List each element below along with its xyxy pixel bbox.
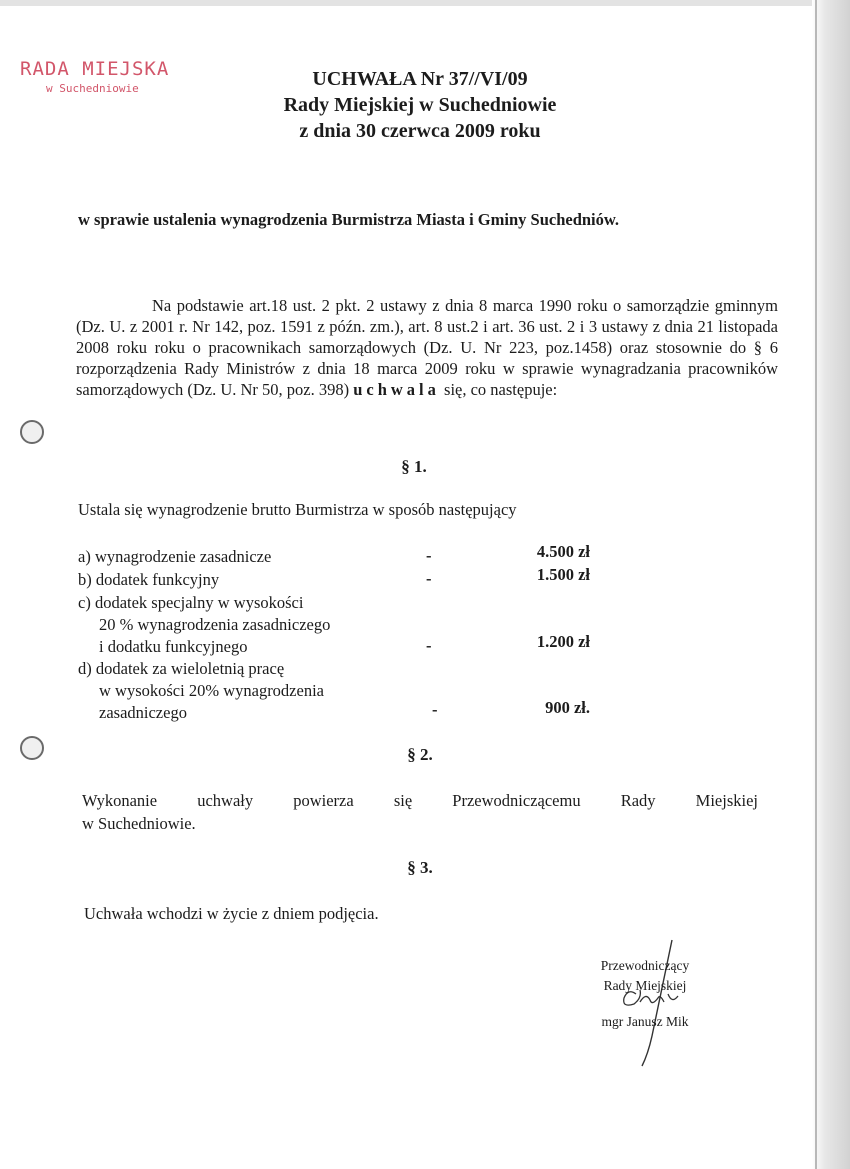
pay-item-c (78, 592, 618, 658)
preamble-text-end: się, co następuje: (444, 380, 558, 399)
pay-item-a-label (78, 546, 271, 568)
resolution-subject: w sprawie ustalenia wynagrodzenia Burmistrza Miasta i Gminy Suchedniów. (78, 210, 620, 229)
section-1-heading: § 1. (401, 457, 427, 476)
signature-spacer (580, 996, 710, 1012)
pay-item-d-amount: 900 zł. (545, 698, 590, 717)
resolution-title: UCHWAŁA Nr 37//VI/09 (312, 68, 528, 90)
section-2-heading: § 2. (407, 745, 433, 764)
pay-item-c-amount: 1.200 zł (536, 632, 590, 651)
punch-hole-top (20, 420, 44, 444)
pay-item-a-line-1: a) wynagrodzenie zasadnicze (78, 547, 272, 566)
resolution-date: z dnia 30 czerwca 2009 roku (299, 120, 541, 142)
scan-edge-shadow (812, 0, 850, 1169)
pay-item-c-dash: - (426, 636, 432, 655)
pay-item-c-line-3: i dodatku funkcyjnego (99, 637, 248, 656)
pay-item-b (78, 565, 618, 591)
pay-item-d-dash: - (432, 700, 438, 719)
pay-item-d (78, 658, 618, 724)
preamble-keyword: uchwala (353, 380, 440, 399)
punch-hole-bottom (20, 736, 44, 760)
signature-block (580, 956, 710, 1032)
pay-item-d-line-2: w wysokości 20% wynagrodzenia (99, 681, 324, 700)
scan-top-band (0, 0, 850, 6)
preamble-text: Na podstawie art.18 ust. 2 pkt. 2 ustawy z dnia 8 marca 1990 roku o samorządzie gminnym (Dz. U. z 2001 r. Nr 142, poz. 1591 z późn. zm.), art. 8 ust.2 i art. 36 ust. 2 i 3 ustawy z dnia 21 listopada 2008 roku roku o pracownikach samorządowych (Dz. U. Nr 223, poz.1458) oraz stosownie do § 6 rozporządzenia Rady Ministrów z dnia 18 marca 2009 roku w sprawie wynagradzania pracowników samorządowych (Dz. U. Nr 50, poz. 398) (76, 296, 778, 399)
resolution-council: Rady Miejskiej w Suchedniowie (283, 94, 557, 116)
pay-item-a-amount: 4.500 zł (536, 542, 590, 561)
pay-item-c-line-1: c) dodatek specjalny w wysokości (78, 593, 304, 612)
preamble-paragraph (76, 295, 778, 400)
section-3-heading: § 3. (407, 858, 433, 877)
pay-item-c-label (78, 592, 330, 658)
pay-item-b-dash: - (426, 569, 432, 588)
pay-item-a-dash: - (426, 546, 432, 565)
pay-item-b-line-1: b) dodatek funkcyjny (78, 570, 220, 589)
pay-item-c-line-2: 20 % wynagrodzenia zasadniczego (99, 615, 331, 634)
pay-item-d-label (78, 658, 324, 724)
stamp-line-1: RADA MIEJSKA (20, 58, 170, 80)
pay-item-d-line-1: d) dodatek za wieloletnią pracę (78, 659, 285, 678)
section-1-intro: Ustala się wynagrodzenie brutto Burmistrza w sposób następujący (78, 500, 517, 519)
section-3-text: Uchwała wchodzi w życie z dniem podjęcia. (84, 904, 379, 923)
signature-role: Przewodniczący (600, 958, 690, 973)
pay-item-b-label (78, 569, 219, 591)
scan-edge-line (815, 0, 817, 1169)
signature-body: Rady Miejskiej (603, 978, 687, 993)
stamp-line-2: w Suchedniowie (46, 82, 139, 95)
signature-name: mgr Janusz Mik (601, 1014, 689, 1029)
section-2-text-line-1: Wykonanie uchwały powierza się Przewodniczącemu Rady Miejskiej (82, 791, 758, 810)
resolution-header (200, 66, 640, 144)
pay-item-d-line-3: zasadniczego (99, 703, 187, 722)
section-2-text-line-2: w Suchedniowie. (82, 814, 196, 833)
pay-item-b-amount: 1.500 zł (536, 565, 590, 584)
council-stamp (20, 58, 200, 95)
